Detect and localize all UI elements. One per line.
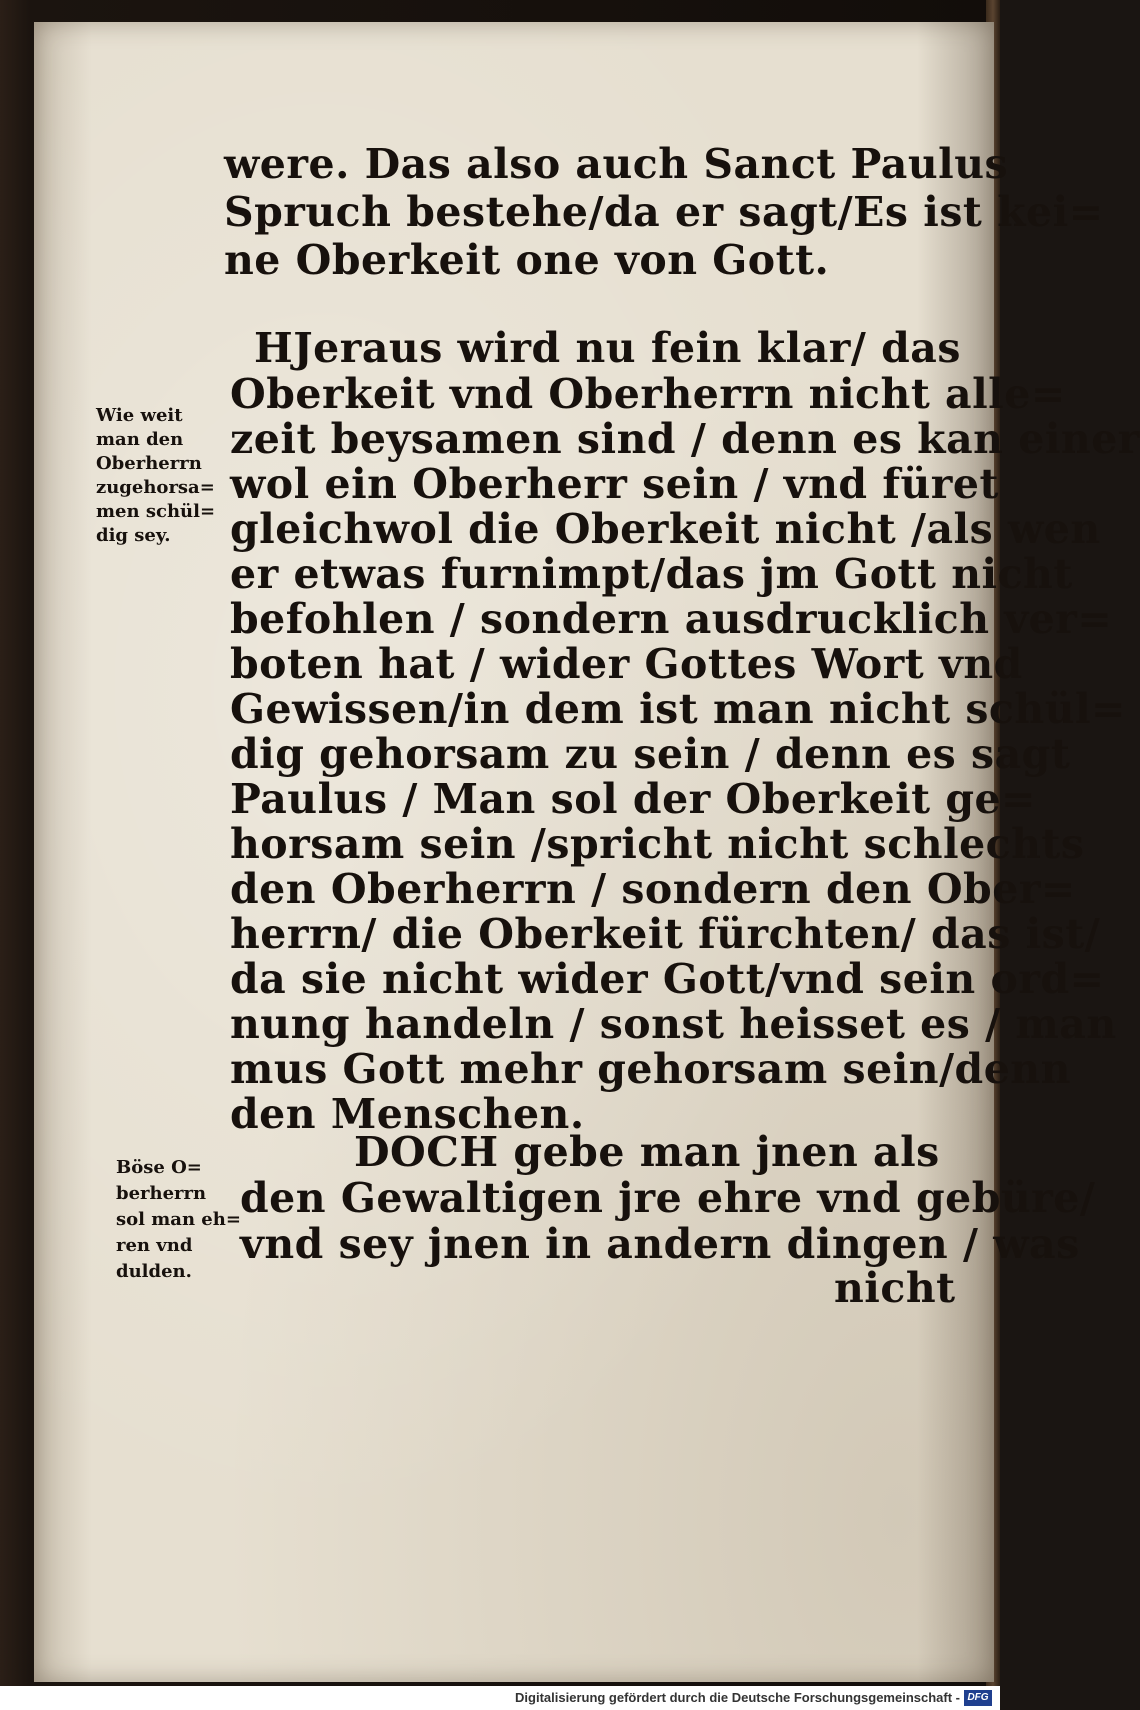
text-line: den Gewaltigen jre ehre vnd gebüre/ bbox=[240, 1174, 1096, 1222]
margin-note-line: zugehorsa= bbox=[96, 477, 215, 498]
text-line: HJeraus wird nu fein klar/ das bbox=[254, 324, 961, 372]
text-line: er etwas furnimpt/das jm Gott nicht bbox=[230, 550, 1073, 598]
margin-note-line: dig sey. bbox=[96, 525, 171, 546]
margin-note-line: ren vnd bbox=[116, 1235, 193, 1256]
text-line: nung handeln / sonst heisset es / man bbox=[230, 1000, 1117, 1048]
margin-note-line: man den bbox=[96, 429, 184, 450]
text-line: mus Gott mehr gehorsam sein/denn bbox=[230, 1045, 1071, 1093]
text-line: den Menschen. bbox=[230, 1090, 585, 1138]
margin-note-line: berherrn bbox=[116, 1183, 207, 1204]
text-line: den Oberherrn / sondern den Ober= bbox=[230, 865, 1076, 913]
book-page bbox=[34, 22, 1140, 1682]
text-line: gleichwol die Oberkeit nicht /als wen bbox=[230, 505, 1101, 553]
text-line: horsam sein /spricht nicht schlechts bbox=[230, 820, 1085, 868]
text-line: befohlen / sondern ausdrucklich ver= bbox=[230, 595, 1113, 643]
text-line: dig gehorsam zu sein / denn es sagt bbox=[230, 730, 1071, 778]
margin-note-line: sol man eh= bbox=[116, 1209, 241, 1230]
margin-note-line: men schül= bbox=[96, 501, 216, 522]
margin-note-line: Wie weit bbox=[96, 405, 183, 426]
text-line: Gewissen/in dem ist man nicht schül= bbox=[230, 685, 1126, 733]
margin-note-line: Oberherrn bbox=[96, 453, 202, 474]
text-line: ne Oberkeit one von Gott. bbox=[224, 236, 830, 284]
text-line: zeit beysamen sind / denn es kan einer bbox=[230, 415, 1140, 463]
text-line: boten hat / wider Gottes Wort vnd bbox=[230, 640, 1023, 688]
text-line: DOCH gebe man jnen als bbox=[354, 1128, 940, 1176]
text-line: da sie nicht wider Gott/vnd sein ord= bbox=[230, 955, 1105, 1003]
text-line: vnd sey jnen in andern dingen / was bbox=[240, 1220, 1080, 1268]
margin-note-line: Böse O= bbox=[116, 1157, 202, 1178]
text-line: herrn/ die Oberkeit fürchten/ das ist/ bbox=[230, 910, 1101, 958]
text-line: Oberkeit vnd Oberherrn nicht alle= bbox=[230, 370, 1066, 418]
footer-credit: Digitalisierung gefördert durch die Deutsche Forschungsgemeinschaft - bbox=[515, 1690, 960, 1705]
margin-note-line: dulden. bbox=[116, 1261, 192, 1282]
text-line: wol ein Oberherr sein / vnd füret bbox=[230, 460, 999, 508]
catchword: nicht bbox=[834, 1264, 956, 1312]
dfg-logo-icon: DFG bbox=[964, 1690, 992, 1706]
text-line: Paulus / Man sol der Oberkeit ge= bbox=[230, 775, 1036, 823]
text-line: Spruch bestehe/da er sagt/Es ist kei= bbox=[224, 188, 1104, 236]
text-line: were. Das also auch Sanct Paulus bbox=[224, 140, 1009, 188]
